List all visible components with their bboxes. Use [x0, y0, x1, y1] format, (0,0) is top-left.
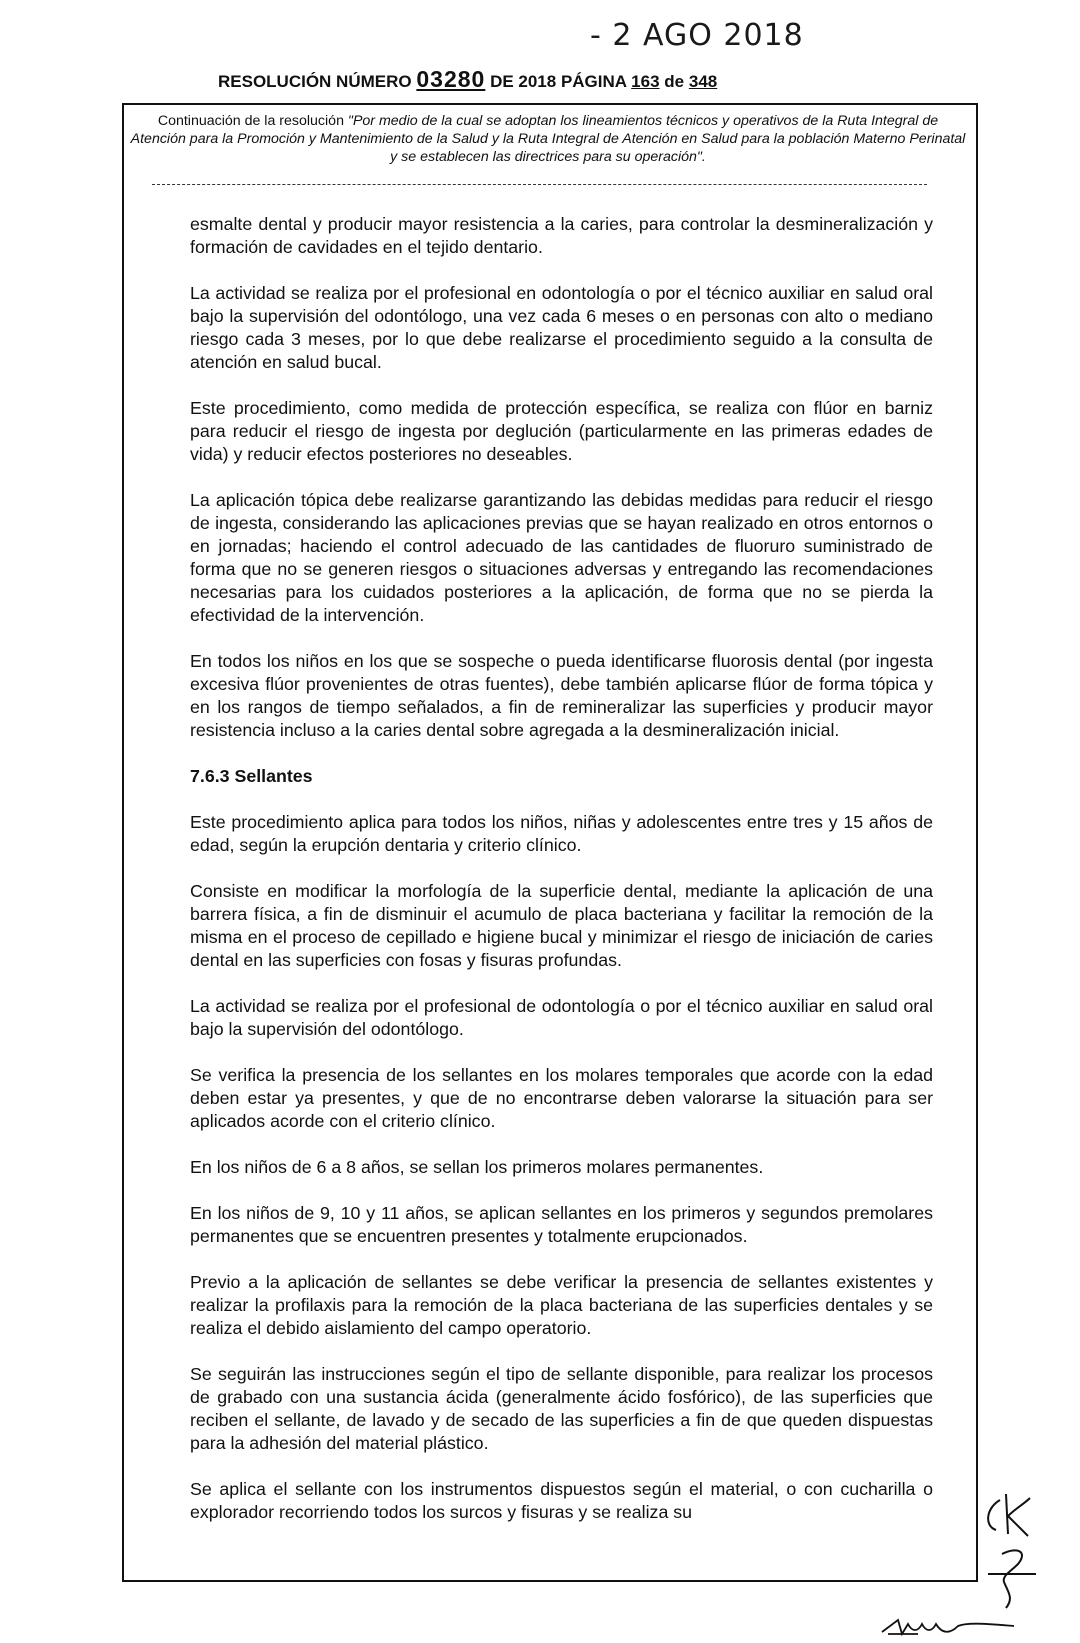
resolution-header: [218, 66, 868, 93]
document-body: [190, 213, 933, 1547]
paragraph: La actividad se realiza por el profesional de odontología o por el técnico auxiliar en salud oral bajo la supervisión del odontólogo.: [190, 996, 933, 1039]
header-divider: [152, 184, 927, 185]
paragraph: Este procedimiento aplica para todos los niños, niñas y adolescentes entre tres y 15 años de edad, según la erupción dentaria y criterio clínico.: [190, 812, 933, 855]
paragraph: En los niños de 9, 10 y 11 años, se aplican sellantes en los primeros y segundos premolares permanentes que se encuentren presentes y totalmente erupcionados.: [190, 1203, 933, 1246]
paragraph: Se seguirán las instrucciones según el tipo de sellante disponible, para realizar los procesos de grabado con una sustancia ácida (generalmente ácido fosfórico), de las superficies que reciben el sellante, de lavado y de secado de las superficies a fin de que queden dispuestas para la adhesión del material plástico.: [190, 1364, 933, 1453]
paragraph: Se aplica el sellante con los instrumentos dispuestos según el material, o con cucharilla o explorador recorriendo todos los surcos y fisuras y se realiza su: [190, 1479, 933, 1522]
total-pages: 348: [688, 72, 718, 91]
paragraph: Se verifica la presencia de los sellantes en los molares temporales que acorde con la edad deben estar ya presentes, y que de no encontrarse deben valorarse la situación para ser aplicados acorde con el criterio clínico.: [190, 1065, 933, 1131]
resolution-prefix: RESOLUCIÓN NÚMERO: [218, 72, 412, 91]
paragraph: En todos los niños en los que se sospeche o pueda identificarse fluorosis dental (por ingesta excesiva flúor provenientes de otras fuentes), debe también aplicarse flúor de forma tópica y en los rangos de tiempo señalados, a fin de remineralizar las superficies y producir mayor resistencia incluso a la caries dental sobre agregada a la desmineralización inicial.: [190, 651, 933, 740]
section-heading: 7.6.3 Sellantes: [190, 766, 313, 786]
resolution-number: 03280: [416, 66, 486, 92]
paragraph: Este procedimiento, como medida de protección específica, se realiza con flúor en barniz para reducir el riesgo de ingesta por deglución (particularmente en las primeras edades de vida) y reducir efectos posteriores no deseables.: [190, 398, 933, 464]
paragraph: La actividad se realiza por el profesional en odontología o por el técnico auxiliar en salud oral bajo la supervisión del odontólogo, una vez cada 6 meses o en personas con alto o mediano riesgo cada 3 meses, por lo que debe realizarse el procedimiento seguido a la consulta de atención en salud bucal.: [190, 283, 933, 372]
signature-mark: [878, 1612, 1018, 1640]
continuation-header: [130, 112, 966, 166]
date-stamp: - 2 AGO 2018: [590, 18, 804, 53]
continuation-lead: Continuación de la resolución: [157, 113, 344, 129]
page-number: 163: [631, 72, 660, 91]
paragraph: Consiste en modificar la morfología de la superficie dental, mediante la aplicación de una barrera física, a fin de disminuir el acumulo de placa bacteriana y facilitar la remoción de la misma en el proceso de cepillado e higiene bucal y minimizar el riesgo de iniciación de caries dental en las superficies con fosas y fisuras profundas.: [190, 881, 933, 970]
paragraph: esmalte dental y producir mayor resistencia a la caries, para controlar la desmineralización y formación de cavidades en el tejido dentario.: [190, 214, 933, 257]
paragraph: En los niños de 6 a 8 años, se sellan los primeros molares permanentes.: [190, 1157, 764, 1177]
margin-initials-mark: [978, 1490, 1048, 1620]
page-of: de: [664, 72, 685, 91]
paragraph: La aplicación tópica debe realizarse garantizando las debidas medidas para reducir el riesgo de ingesta, considerando las aplicaciones previas que se hayan realizado en otros entornos o en jornadas; haciendo el control adecuado de las cantidades de fluoruro suministrado de forma que no se generen riesgos o situaciones adversas y entregando las recomendaciones necesarias para los cuidados posteriores a la aplicación, de forma que no se pierda la efectividad de la intervención.: [190, 490, 933, 625]
resolution-year: DE 2018 PÁGINA: [490, 72, 627, 91]
resolution-title: "Por medio de la cual se adoptan los lineamientos técnicos y operativos de la Ruta Integral de Atención para la Promoción y Mantenimiento de la Salud y la Ruta Integral de Atención en Salud para la población Materno Perinatal y se establecen las directrices para su operación".: [130, 113, 966, 165]
paragraph: Previo a la aplicación de sellantes se debe verificar la presencia de sellantes existentes y realizar la profilaxis para la remoción de la placa bacteriana de las superficies dentales y se realiza el debido aislamiento del campo operatorio.: [190, 1272, 933, 1338]
